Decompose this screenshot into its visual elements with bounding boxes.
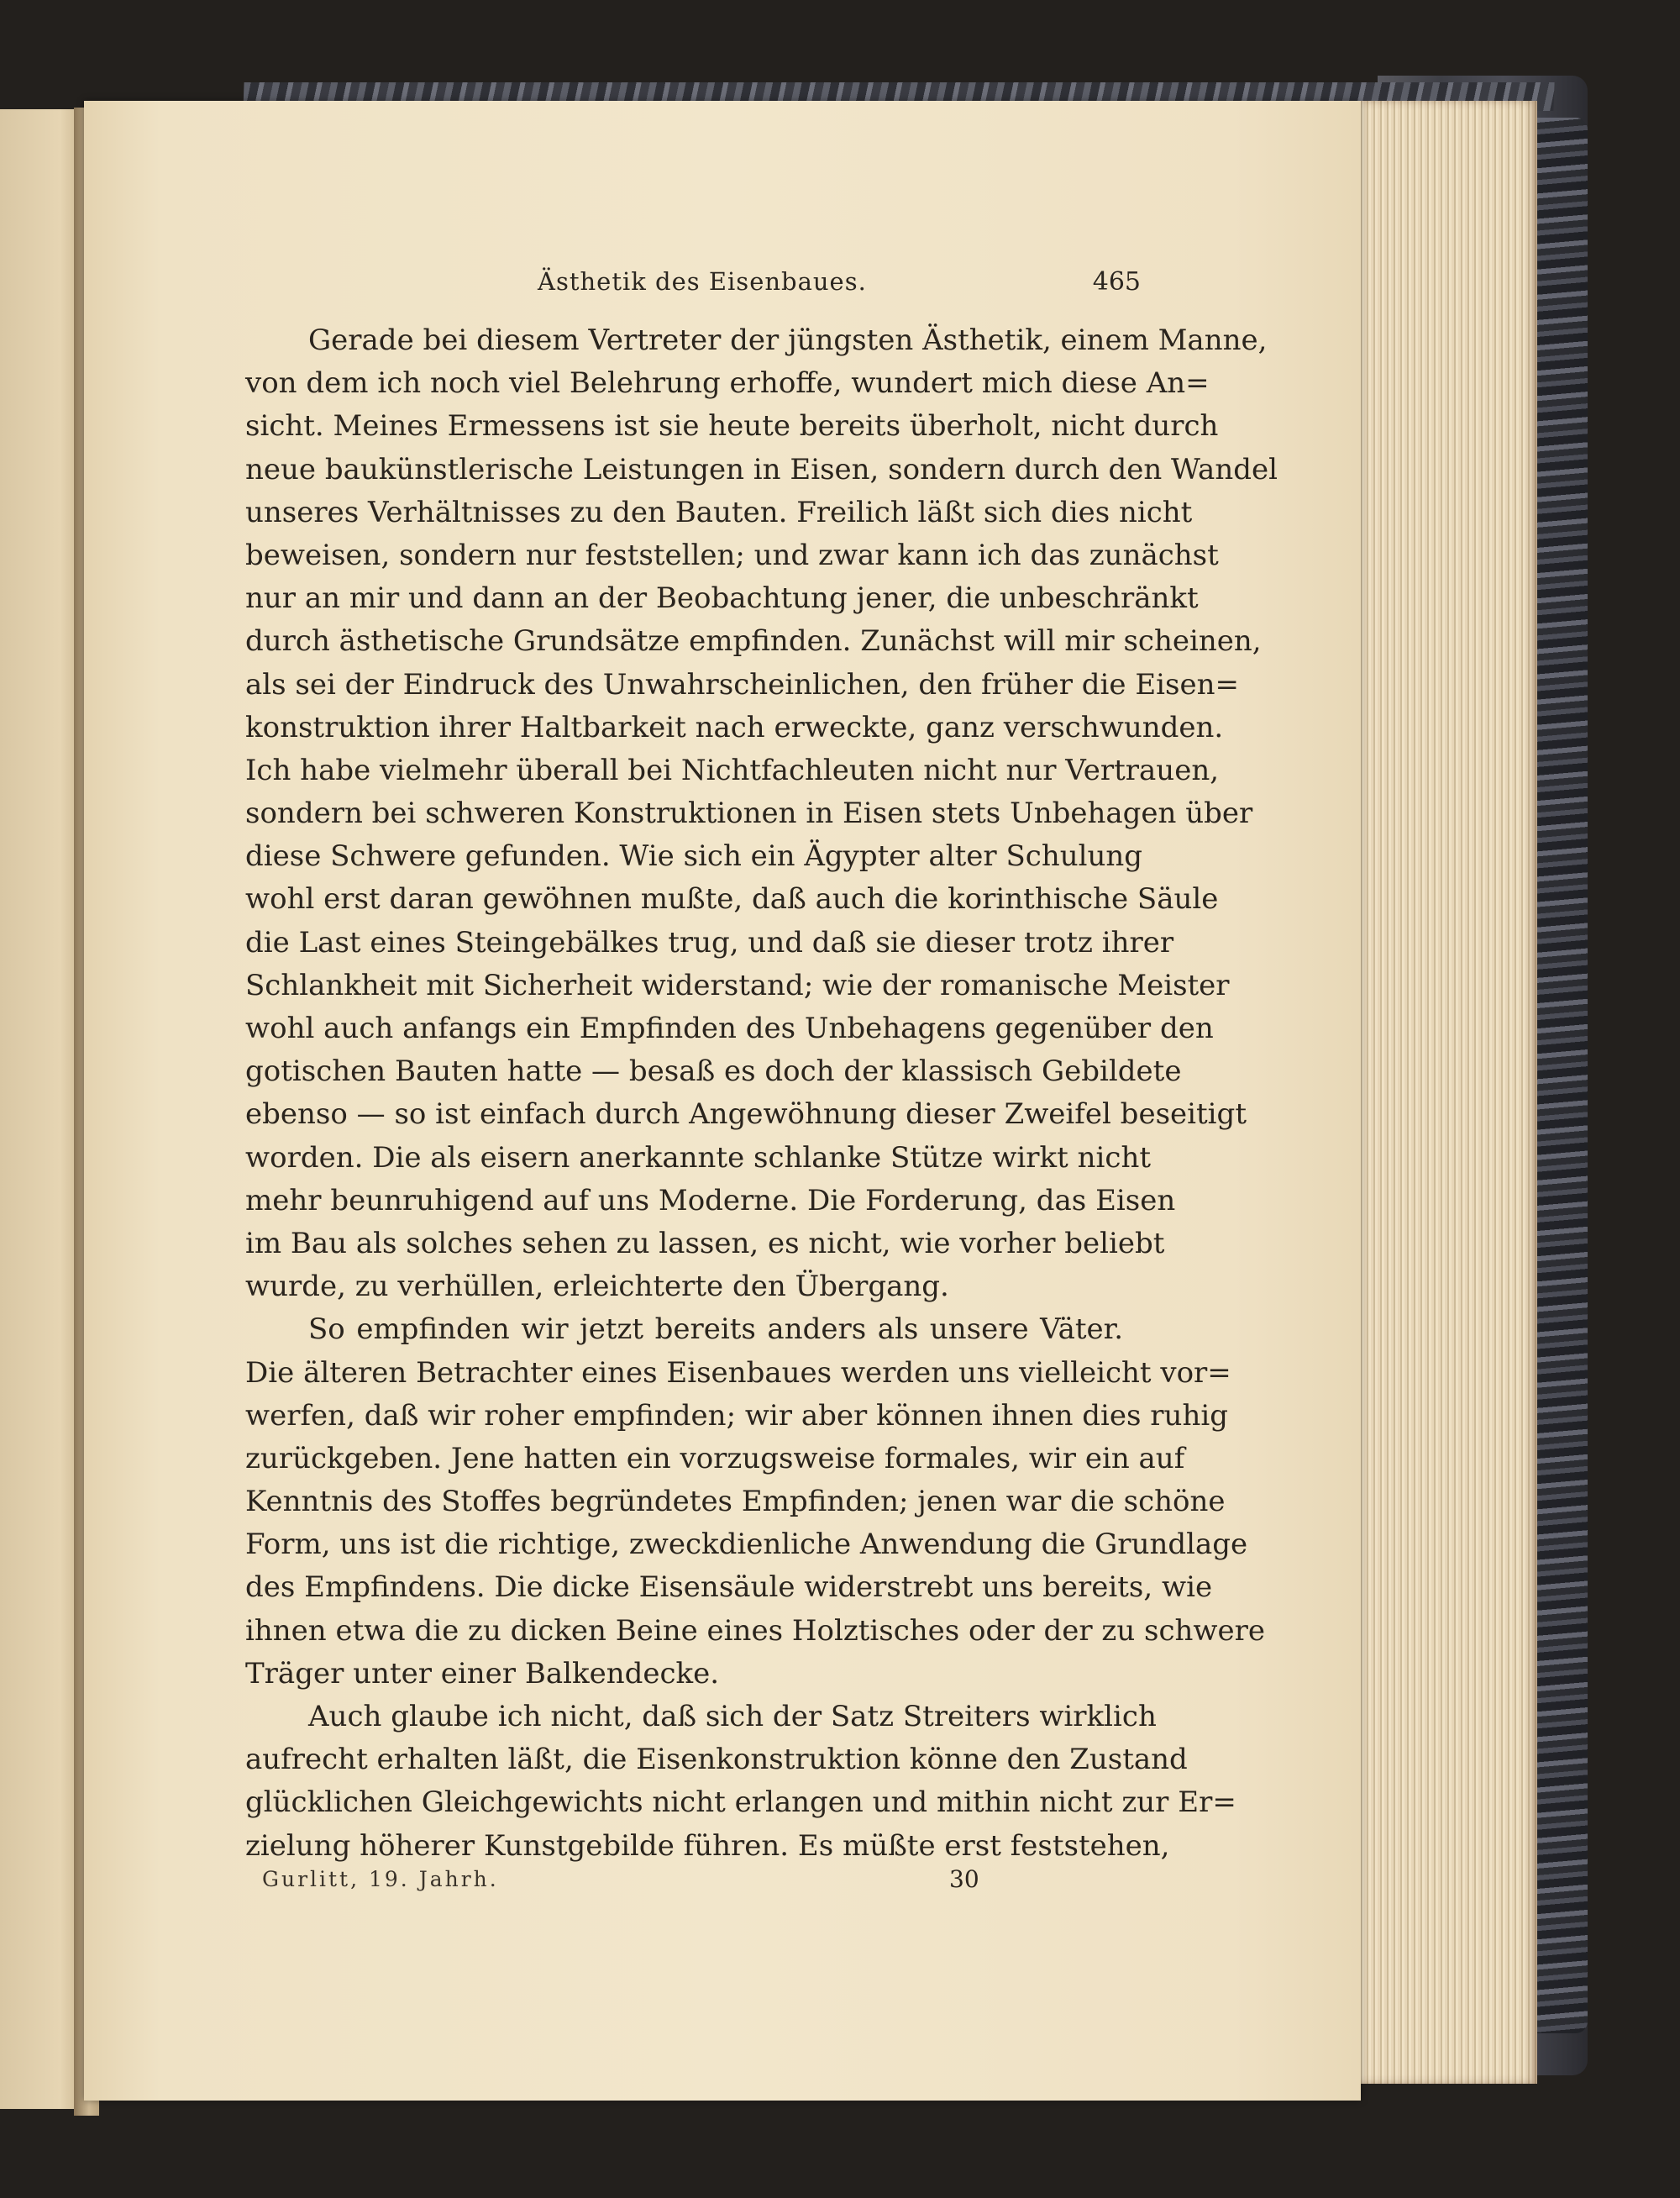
text-line: Schlankheit mit Sicherheit widerstand; wie der romanische Meister	[245, 968, 1230, 1002]
text-line: sondern bei schweren Konstruktionen in Eisen stets Unbehagen über	[245, 797, 1253, 831]
cover-marbling	[1537, 118, 1588, 2033]
body-text	[245, 319, 1278, 1868]
text-line: werfen, daß wir roher empfinden; wir aber können ihnen dies ruhig	[245, 1398, 1228, 1433]
text-line: konstruktion ihrer Haltbarkeit nach erweckte, ganz verschwunden.	[245, 710, 1224, 744]
text-line: Ich habe vielmehr überall bei Nichtfachleuten nicht nur Vertrauen,	[245, 753, 1220, 787]
text-line: zielung höherer Kunstgebilde führen. Es müßte erst feststehen,	[245, 1828, 1170, 1863]
text-line: des Empfindens. Die dicke Eisensäule widerstrebt uns bereits, wie	[245, 1570, 1213, 1605]
text-line: wohl erst daran gewöhnen mußte, daß auch die korinthische Säule	[245, 882, 1219, 917]
left-page-edge	[0, 109, 86, 2109]
text-line: im Bau als solches sehen zu lassen, es nicht, wie vorher beliebt	[245, 1226, 1165, 1260]
text-line: beweisen, sondern nur feststellen; und zwar kann ich das zunächst	[245, 538, 1219, 572]
text-line: glücklichen Gleichgewichts nicht erlangen und mithin nicht zur Er=	[245, 1785, 1236, 1820]
text-line: durch ästhetische Grundsätze empfinden. Zunächst will mir scheinen,	[245, 624, 1262, 659]
text-line: Kenntnis des Stoffes begründetes Empfinden; jenen war die schöne	[245, 1485, 1226, 1519]
text-line: wurde, zu verhüllen, erleichterte den Übergang.	[245, 1270, 949, 1304]
text-line: diese Schwere gefunden. Wie sich ein Ägypter alter Schulung	[245, 839, 1143, 874]
printer-signature: Gurlitt, 19. Jahrh.	[262, 1867, 499, 1891]
text-line: worden. Die als eisern anerkannte schlanke Stütze wirkt nicht	[245, 1140, 1152, 1175]
text-line: von dem ich noch viel Belehrung erhoffe, wundert mich diese An=	[245, 366, 1210, 401]
text-line: nur an mir und dann an der Beobachtung jener, die unbeschränkt	[245, 581, 1199, 616]
text-line: Gerade bei diesem Vertreter der jüngsten Ästhetik, einem Manne,	[308, 323, 1268, 357]
text-line: Träger unter einer Balkendecke.	[245, 1656, 720, 1691]
text-line: aufrecht erhalten läßt, die Eisenkonstruktion könne den Zustand	[245, 1743, 1188, 1777]
running-head: Ästhetik des Eisenbaues.	[538, 267, 867, 296]
text-line: als sei der Eindruck des Unwahrscheinlichen, den früher die Eisen=	[245, 667, 1239, 702]
text-line: Form, uns ist die richtige, zweckdienliche Anwendung die Grundlage	[245, 1528, 1248, 1562]
signature-number: 30	[949, 1865, 979, 1893]
text-line: ebenso — so ist einfach durch Angewöhnung dieser Zweifel beseitigt	[245, 1097, 1247, 1132]
text-line: wohl auch anfangs ein Empfinden des Unbehagens gegenüber den	[245, 1012, 1214, 1045]
page-number: 465	[1092, 267, 1141, 297]
text-line: sicht. Meines Ermessens ist sie heute bereits überholt, nicht durch	[245, 409, 1219, 444]
text-line: gotischen Bauten hatte — besaß es doch der klassisch Gebildete	[245, 1054, 1182, 1089]
text-line: neue baukünstlerische Leistungen in Eisen, sondern durch den Wandel	[245, 452, 1278, 486]
text-line: die Last eines Steingebälkes trug, und daß sie dieser trotz ihrer	[245, 925, 1174, 960]
text-line: Die älteren Betrachter eines Eisenbaues werden uns vielleicht vor=	[245, 1355, 1231, 1390]
text-line: zurückgeben. Jene hatten ein vorzugsweise formales, wir ein auf	[245, 1441, 1185, 1475]
text-line: ihnen etwa die zu dicken Beine eines Holztisches oder der zu schwere	[245, 1613, 1266, 1648]
text-line: unseres Verhältnisses zu den Bauten. Freilich läßt sich dies nicht	[245, 495, 1193, 529]
text-line: Auch glaube ich nicht, daß sich der Satz Streiters wirklich	[308, 1700, 1157, 1733]
text-line: mehr beunruhigend auf uns Moderne. Die Forderung, das Eisen	[245, 1183, 1176, 1217]
page-block-edges	[1344, 101, 1537, 2084]
text-line: So empfinden wir jetzt bereits anders als unsere Väter.	[308, 1312, 1123, 1347]
